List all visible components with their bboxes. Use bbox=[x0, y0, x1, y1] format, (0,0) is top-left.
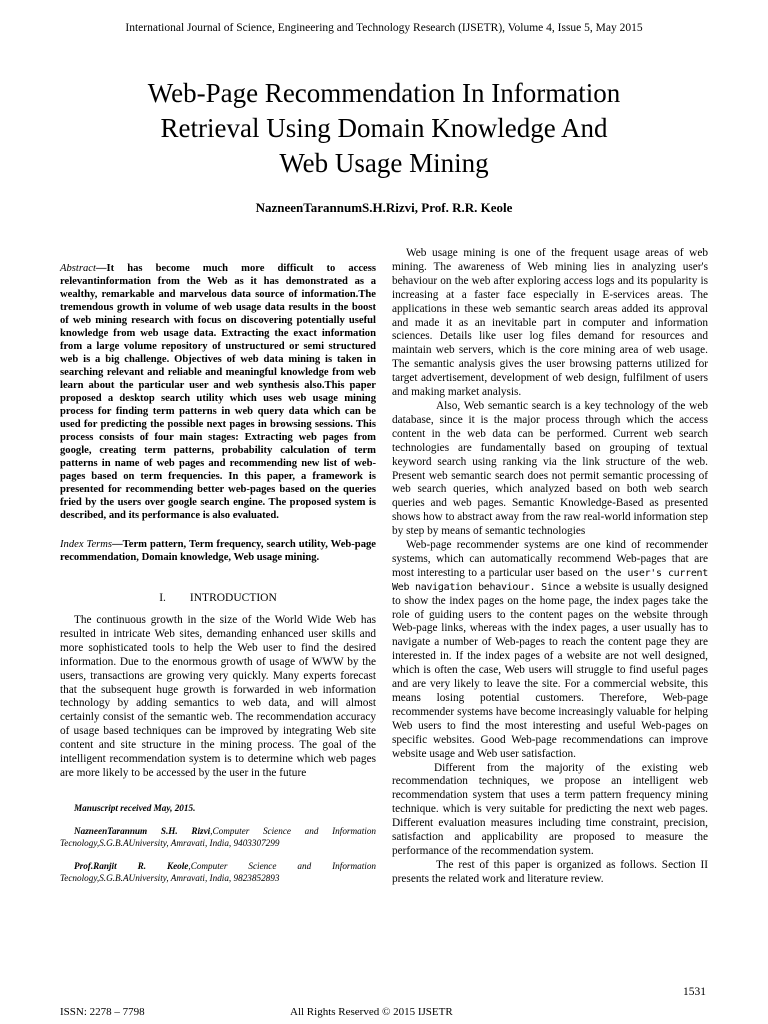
footnote-received bbox=[60, 803, 376, 815]
left-column bbox=[60, 262, 376, 896]
section-number: I. bbox=[159, 592, 166, 604]
paper-title bbox=[60, 76, 708, 181]
index-terms-lead: Index Terms bbox=[60, 539, 113, 550]
paragraph-text: website is usually designed to show the index pages on the home page, the index pages take the role of guiding users to the content pages on the website through Web-page links, whereas with the index pages, a user usually has to navigate a number of Web-pages to reach the content page they are interested in. If the index pages of a website are not well designed, which is often the case, Web users will struggle to find useful pages and are very likely to leave the site. For a commercial website, this means losing potential customers. Therefore, Web-page recommender systems have become increasingly valuable for helping Web users to find the most interesting and useful Web-pages on specific websites. Good Web-page recommendations can improve website usage and Web user satisfaction. bbox=[392, 580, 709, 760]
body-paragraph: The rest of this paper is organized as follows. Section II presents the related work and literature review. bbox=[392, 858, 708, 885]
body-paragraph: Also, Web semantic search is a key technology of the web database, since it is the major process through which the access content in the web data can be performed. Current web search technologies are fundamentally based on grouping of textual keyword search using ranking via the link structure of the web. Present web semantic search does not permit semantic processing of web search queries, which analyzed based on both web search queries and web pages. Semantic Knowledge-Based as presented shows how to abstract away from the raw real-world information step by step by means of semantic technologies bbox=[392, 399, 708, 538]
author2-name: Prof.Ranjit R. Keole bbox=[74, 861, 189, 872]
footnote-author2 bbox=[60, 861, 376, 884]
intro-paragraph: The continuous growth in the size of the World Wide Web has resulted in intricate Web sites, demanding enhanced user skills and more sophisticated tools to help the Web user to find the desired information. Due to the enormous growth of usage of WWW by the users, transactions are growing very quickly. Many experts forecast that the subsequent huge growth is forwarded in web information technology by adding semantics to web data, and will almost certainly consist of the semantic web. The recommendation accuracy of usage based techniques can be improved by integrating Web site content and site structure in the mining process. The goal of the intelligent recommendation system is to determine which web pages are more likely to be accessed by the user in the future bbox=[60, 614, 376, 779]
abstract bbox=[60, 262, 376, 522]
footnotes bbox=[60, 803, 376, 885]
body-paragraph bbox=[392, 539, 708, 762]
section-heading bbox=[60, 592, 376, 604]
author-line: NazneenTarannumS.H.Rizvi, Prof. R.R. Keole bbox=[255, 200, 513, 215]
author1-affiliation: ,Computer Science and Information Tecnology,S.G.B.AUniversity, Amravati, India, 9403307299 bbox=[60, 826, 377, 848]
author2-affiliation: ,Computer Science and Information Tecnology,S.G.B.AUniversity, Amravati, India, 9823852893 bbox=[60, 861, 377, 883]
paragraph-text-mono: on the user's current Web navigation behaviour. Since a bbox=[392, 567, 708, 593]
section-title: INTRODUCTION bbox=[189, 592, 277, 604]
footnote-author1 bbox=[60, 826, 376, 849]
body-paragraph: Web usage mining is one of the frequent usage areas of web mining. The awareness of Web mining lies in analyzing user's behaviour on the web after exploring access logs and its popularity is increasing at a faster face especially in E-services areas. The applications in these web semantic search areas added its approval and made it as an inevitable part in computer and information sciences. Details like user log files demand for resources and maintain web servers, which is the core mining area of web usage. The semantic analysis gives the user browsing patterns utilized for target advertisement, development of web design, fulfilment of users and making market analysis. bbox=[392, 247, 708, 399]
index-terms-text: —Term pattern, Term frequency, search utility, Web-page recommendation, Domain knowledge, Web usage mining. bbox=[60, 539, 376, 563]
page-number: 1531 bbox=[683, 986, 706, 998]
received-text: Manuscript received May, 2015. bbox=[74, 802, 196, 813]
index-terms bbox=[60, 538, 376, 564]
issn-text: ISSN: 2278 – 7798 bbox=[60, 1006, 145, 1018]
title-line: Web-Page Recommendation In Information bbox=[147, 78, 621, 108]
rights-text: All Rights Reserved © 2015 IJSETR bbox=[290, 1006, 453, 1018]
title-line: Retrieval Using Domain Knowledge And bbox=[160, 113, 608, 143]
paragraph-text: Web-page recommender systems are one kind of recommender systems, which can automatically recommend Web-pages that are most interesting to a particular user based bbox=[392, 539, 708, 579]
title-line: Web Usage Mining bbox=[279, 148, 489, 178]
author1-name: NazneenTarannum S.H. Rizvi bbox=[74, 826, 211, 837]
journal-header: International Journal of Science, Engineering and Technology Research (IJSETR), Volume 4, Issue 5, May 2015 bbox=[125, 22, 643, 34]
body-paragraph: Different from the majority of the existing web recommendation techniques, we propose an intelligent web recommendation system that uses a term pattern frequency mining technique. which is very suitable for predicting the next web pages. Different evaluation measures including time constraint, precision, satisfaction and applicability are proposed to measure the performance of the recommendation system. bbox=[392, 761, 708, 857]
right-column bbox=[392, 247, 708, 887]
abstract-lead: Abstract bbox=[60, 263, 96, 274]
abstract-text: —It has become much more difficult to access relevantinformation from the Web as it has demonstrated as a wealthy, remarkable and marvelous data source of information.The tremendous growth in volume of web usage data results in the boost of web mining research with focus on discovering potentially useful knowledge from web usage data. Extracting the exact information from a large volume repository of unstructured or semi structured web is a big challenge. Objectives of web data mining is taken in searching relevant and reliable and meaningful knowledge from web learn about the particular user and web synthesis also.This paper proposed a desktop search utility which uses web usage mining process for finding term patterns in web query data which can be used for predicting the possible next pages in browsing sessions. This process consists of four main stages: Extracting web pages from google, creating term patterns, probability calculation of term patterns in name of web pages and recommending new list of web-pages based on term frequencies. In this paper, a framework is presented for recommending better web-pages based on the queries fried by the users over google search engine. The proposed system is described, and its performance is also evaluated. bbox=[60, 263, 376, 521]
